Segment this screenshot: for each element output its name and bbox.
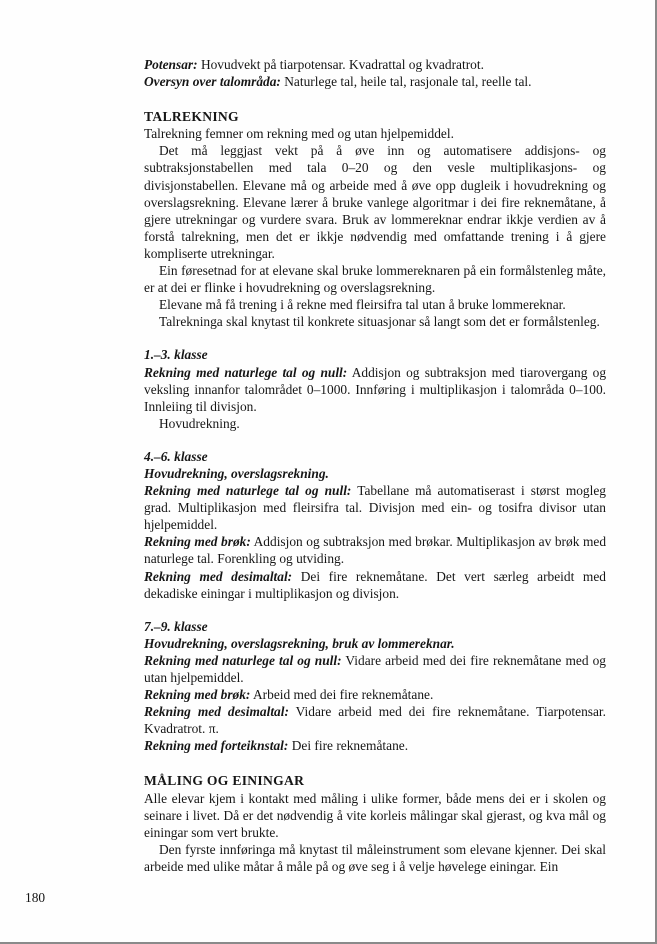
- grade-7-9-forteiknstal: [144, 737, 606, 754]
- grade-4-6-naturlege-tal-heading: Rekning med naturlege tal og null:: [144, 483, 352, 499]
- grade-4-6-subheading: Hovudrekning, overslagsrekning.: [144, 465, 329, 481]
- grade-4-6-heading: 4.–6. klasse: [144, 448, 208, 464]
- grade-7-9-naturlege-tal-heading: Rekning med naturlege tal og null:: [144, 652, 342, 668]
- potensar-text: Hovudvekt på tiarpotensar. Kvadrattal og kvadratrot.: [200, 57, 484, 72]
- grade-1-3-hovudrekning: Hovudrekning.: [159, 415, 240, 431]
- page-number: 180: [25, 890, 46, 905]
- grade-7-9-desimaltal: [144, 703, 606, 737]
- grade-7-9-brok: [144, 686, 606, 703]
- grade-7-9-forteiknstal-text: Dei fire reknemåtane.: [291, 738, 409, 754]
- potensar-heading: Potensar:: [144, 57, 198, 72]
- talrekning-paragraph-1: Talrekning femner om rekning med og utan hjelpemiddel.: [144, 126, 454, 142]
- grade-7-9-brok-text: Arbeid med dei fire reknemåtane.: [253, 687, 434, 703]
- grade-1-3-naturlege-tal-heading: Rekning med naturlege tal og null:: [144, 364, 348, 380]
- grade-7-9-naturlege-tal: [144, 652, 606, 686]
- talomrada-heading: Oversyn over talområda:: [144, 74, 281, 90]
- grade-4-6-brok: [144, 533, 606, 567]
- grade-4-6-brok-text: Addisjon og subtraksjon med brøkar. Multiplikasjon av brøk med naturlege tal. Forenkling og utviding.: [144, 534, 607, 567]
- grade-1-3-naturlege-tal-text: Addisjon og subtraksjon med tiarovergang og veksling innanfor talområdet 0–1000. Innføring i multiplikasjon i talområda 0–100. Innleiing til divisjon.: [144, 364, 607, 414]
- grade-4-6-desimaltal-heading: Rekning med desimaltal:: [144, 568, 293, 584]
- grade-7-9-desimaltal-heading: Rekning med desimaltal:: [144, 704, 289, 720]
- grade-1-3-naturlege-tal: [144, 364, 606, 415]
- grade-4-6-naturlege-tal-text: Tabellane må automatiserast i størst mogleg grad. Multiplikasjon med fleirsifra tal. Divisjon med ein- og tosifra divisor utan hjelpemiddel.: [144, 483, 606, 533]
- grade-4-6-desimaltal-text: Dei fire reknemåtane. Det vert særleg arbeidt med dekadiske einingar i multiplikasjon og divisjon.: [144, 568, 606, 601]
- grade-7-9-brok-heading: Rekning med brøk:: [144, 687, 251, 703]
- grade-1-3-heading: 1.–3. klasse: [144, 347, 208, 363]
- grade-7-9-naturlege-tal-text: Vidare arbeid med dei fire reknemåtane med og utan hjelpemiddel.: [144, 652, 607, 685]
- talrekning-heading: TALREKNING: [144, 109, 239, 125]
- grade-7-9-heading: 7.–9. klasse: [144, 618, 208, 634]
- grade-4-6-brok-heading: Rekning med brøk:: [144, 534, 251, 550]
- grade-4-6-naturlege-tal: [144, 482, 606, 533]
- maaling-heading: MÅLING OG EININGAR: [144, 773, 305, 789]
- talrekning-paragraph-3: Ein føresetnad for at elevane skal bruke lommereknaren på ein formålstenleg måte, er at dei er flinke i hovudrekning og overslagsrekning.: [144, 263, 606, 296]
- text-column: [144, 56, 606, 875]
- talomrada-text: Naturlege tal, heile tal, rasjonale tal, reelle tal.: [284, 74, 532, 90]
- grade-7-9-subheading: Hovudrekning, overslagsrekning, bruk av lommereknar.: [144, 635, 455, 651]
- talrekning-paragraph-5: Talrekninga skal knytast til konkrete situasjonar så langt som det er formålstenleg.: [159, 314, 600, 330]
- potensar-line: [144, 56, 606, 73]
- grade-7-9-forteiknstal-heading: Rekning med forteiknstal:: [144, 738, 289, 754]
- grade-7-9-desimaltal-text: Vidare arbeid med dei fire reknemåtane. Tiarpotensar. Kvadratrot. π.: [144, 704, 606, 737]
- talomrada-line: [144, 73, 606, 90]
- talrekning-paragraph-2: Det må leggjast vekt på å øve inn og automatisere addisjons- og subtraksjonstabellen med tala 0–20 og den vesle multiplikasjons- og divisjonstabellen. Elevane må og arbeide med å øve opp dugleik i hovudrekning og overslagsrekning. Elevane lærer å bruke vanlege algoritmar i dei fire reknemåtane, å gjere utrekningar og vurdere svara. Bruk av lommereknar endrar ikkje verdien av å forstå talrekning, men det er ikkje nødvendig med omfattande trening i å gjere kompliserte utrekningar.: [144, 143, 606, 261]
- maaling-paragraph-2: Den fyrste innføringa må knytast til måleinstrument som elevane kjenner. Dei skal arbeide med ulike måtar å måle på og øve seg i å velje høvelege einingar. Ein: [144, 841, 606, 874]
- grade-4-6-desimaltal: [144, 568, 606, 602]
- talrekning-paragraph-4: Elevane må få trening i å rekne med fleirsifra tal utan å bruke lommereknar.: [159, 297, 566, 313]
- maaling-paragraph-1: Alle elevar kjem i kontakt med måling i ulike former, både mens dei er i skolen og seinare i livet. Då er det nødvendig å vite korleis målingar skal gjerast, og kva mål og einingar som vert brukte.: [144, 790, 606, 840]
